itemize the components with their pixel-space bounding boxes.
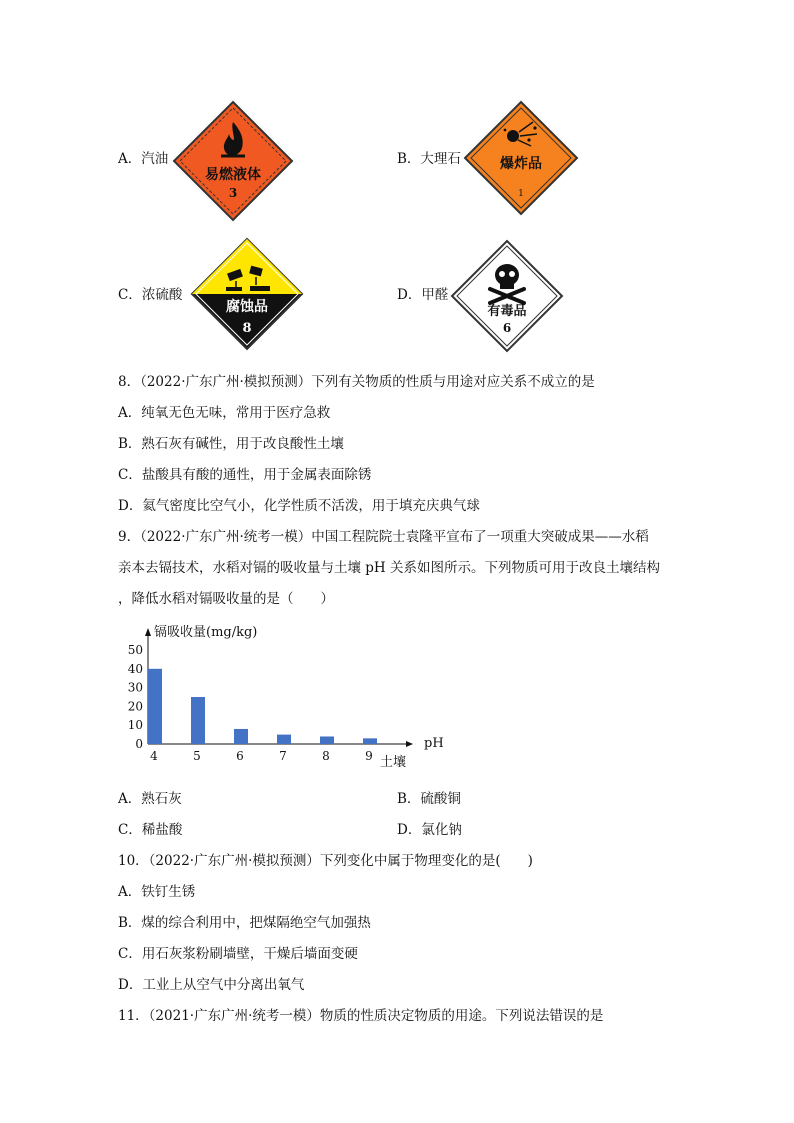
sign-b-number: 1 (518, 189, 524, 199)
bar-ph-6 (234, 729, 248, 744)
q7-option-d: D．甲醛 (397, 287, 449, 303)
bar-ph-5 (191, 697, 205, 744)
y-tick-label: 50 (127, 643, 143, 657)
q8-option-a: A．纯氧无色无味，常用于医疗急救 (118, 405, 331, 421)
y-tick-label: 30 (127, 680, 143, 695)
q9-option-a: A．熟石灰 (118, 791, 182, 807)
x-axis-sublabel: 土壤 (380, 755, 407, 770)
x-tick-label: 5 (193, 749, 201, 763)
sign-d-text: 有毒品 (487, 304, 527, 319)
q9-option-b: B．硫酸铜 (397, 791, 461, 807)
y-tick-label: 20 (127, 699, 143, 714)
corrosive-sign (190, 237, 304, 351)
bar-ph-8 (320, 736, 334, 744)
q10-option-c: C．用石灰浆粉刷墙壁，干燥后墙面变硬 (118, 946, 358, 962)
bar-ph-4 (148, 669, 162, 744)
x-axis-label: pH (424, 736, 444, 751)
bar-ph-7 (277, 735, 291, 744)
q7-option-b: B．大理石 (397, 151, 461, 167)
sign-a-number: 3 (228, 186, 238, 200)
q10-option-a: A．铁钉生锈 (118, 884, 196, 900)
q9-stem-line3: ，降低水稻对镉吸收量的是（ ） (118, 591, 334, 607)
q8-option-c: C．盐酸具有酸的通性，用于金属表面除锈 (118, 467, 372, 483)
x-tick-label: 7 (279, 749, 287, 763)
sign-a-text: 易燃液体 (205, 167, 261, 183)
q10-option-b: B．煤的综合利用中，把煤隔绝空气加强热 (118, 915, 371, 931)
flammable-liquid-sign (172, 100, 294, 222)
x-tick-label: 8 (322, 749, 330, 763)
q11-stem: 11．（2021·广东广州·统考一模）物质的性质决定物质的用途。下列说法错误的是 (118, 1008, 604, 1024)
toxic-sign (450, 239, 564, 353)
sign-c-number: 8 (242, 321, 252, 336)
x-tick-label: 4 (150, 749, 158, 763)
q9-stem-line2: 亲本去镉技术，水稻对镉的吸收量与土壤 pH 关系如图所示。下列物质可用于改良土壤结构 (118, 560, 660, 576)
q8-option-b: B．熟石灰有碱性，用于改良酸性土壤 (118, 436, 344, 452)
y-axis-arrow (145, 628, 151, 636)
q10-stem: 10．（2022·广东广州·模拟预测）下列变化中属于物理变化的是( ) (118, 853, 533, 869)
cadmium-ph-bar-chart (118, 618, 448, 778)
x-tick-label: 9 (365, 749, 373, 763)
q9-stem-line1: 9．（2022·广东广州·统考一模）中国工程院院士袁隆平宣布了一项重大突破成果——水稻 (118, 529, 649, 545)
q9-option-c: C．稀盐酸 (118, 822, 183, 838)
q10-option-d: D．工业上从空气中分离出氧气 (118, 977, 305, 993)
x-tick-label: 6 (236, 749, 244, 763)
y-tick-label: 10 (127, 718, 143, 733)
sign-d-number: 6 (502, 321, 512, 335)
q7-option-a: A．汽油 (118, 151, 169, 167)
q8-option-d: D．氦气密度比空气小，化学性质不活泼，用于填充庆典气球 (118, 498, 480, 514)
q7-option-c: C．浓硫酸 (118, 287, 183, 303)
x-axis-arrow (406, 741, 413, 747)
explosive-sign (463, 100, 579, 216)
y-axis-label: 镉吸收量(mg/kg) (154, 625, 258, 640)
y-tick-label: 0 (135, 737, 143, 751)
sign-c-text: 腐蚀品 (226, 299, 268, 315)
y-tick-label: 40 (127, 661, 143, 676)
bar-ph-9 (363, 738, 377, 744)
q9-option-d: D．氯化钠 (397, 822, 462, 838)
q8-stem: 8．（2022·广东广州·模拟预测）下列有关物质的性质与用途对应关系不成立的是 (118, 374, 595, 390)
sign-b-text: 爆炸品 (500, 156, 542, 172)
